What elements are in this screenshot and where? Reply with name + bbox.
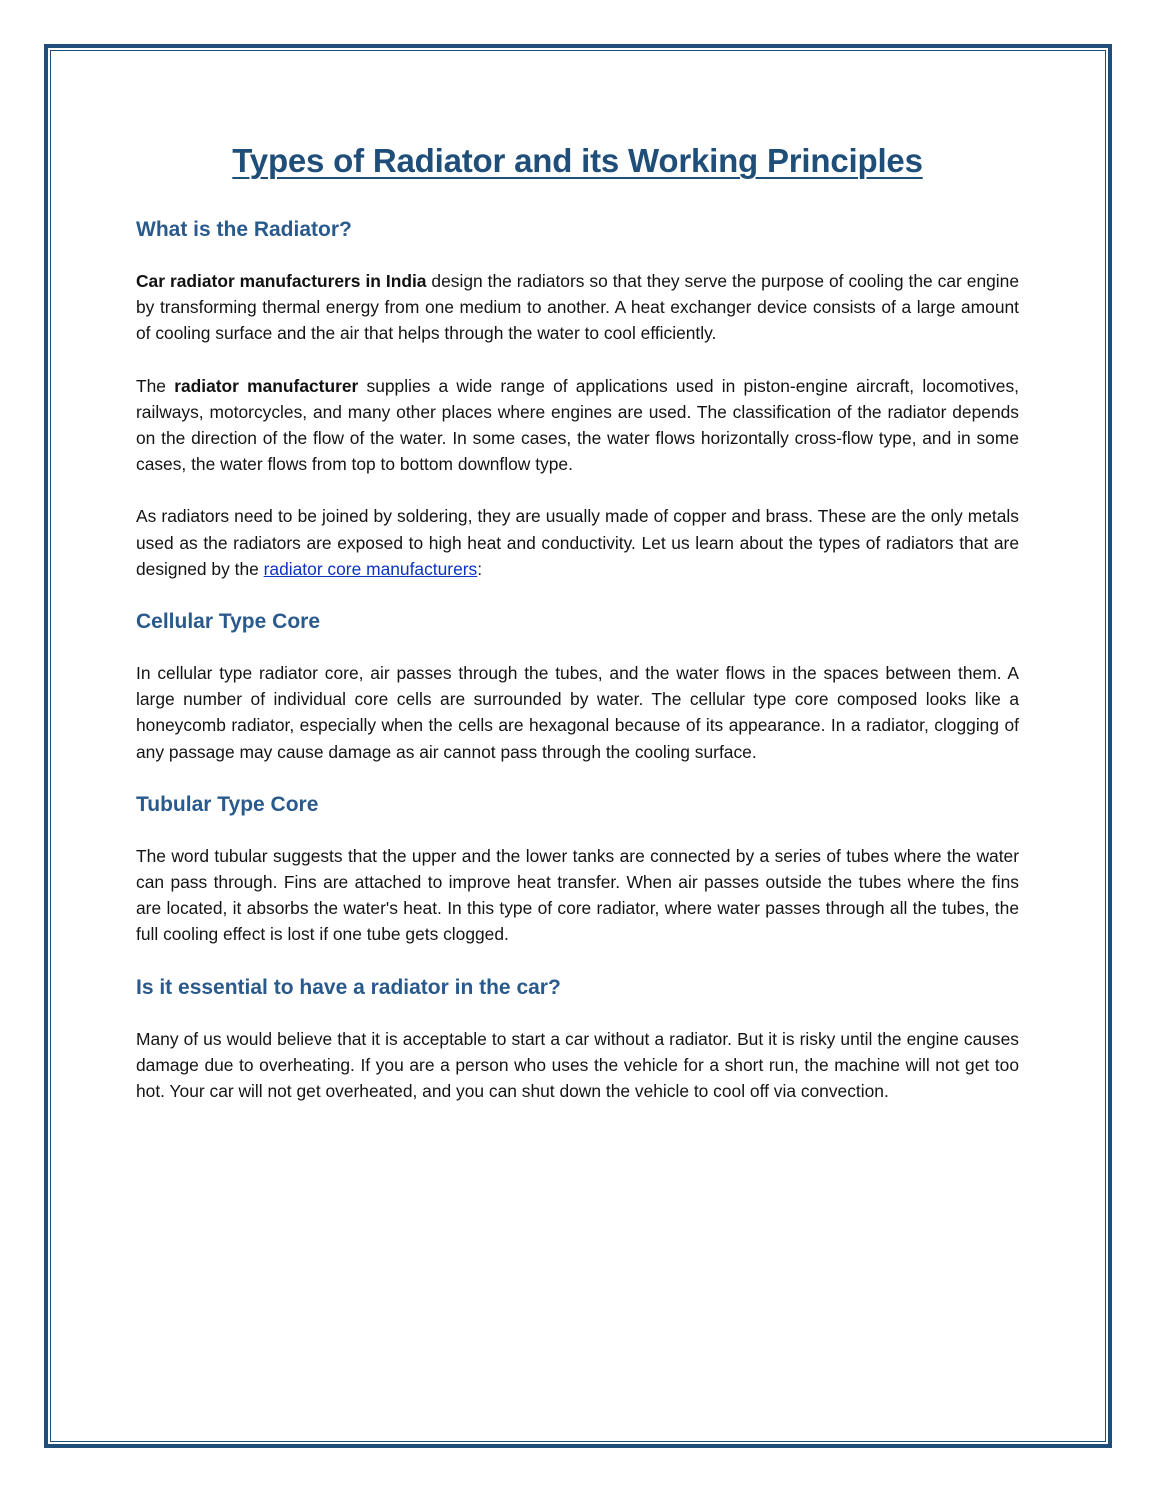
paragraph-cellular: In cellular type radiator core, air passes through the tubes, and the water flows in the spaces between them. A large number of individual core cells are surrounded by water. The cellular type core composed looks like a honeycomb radiator, especially when the cells are hexagonal because of its appearance. In a radiator, clogging of any passage may cause damage as air cannot pass through the cooling surface.	[136, 663, 1019, 762]
paragraph-applications	[136, 373, 1019, 478]
radiator-core-manufacturers-link[interactable]: radiator core manufacturers	[263, 558, 478, 579]
page-title: Types of Radiator and its Working Principles	[232, 142, 923, 179]
paragraph-text: :	[477, 558, 483, 579]
heading-cellular-type-core: Cellular Type Core	[136, 610, 320, 634]
heading-tubular-type-core: Tubular Type Core	[136, 792, 319, 816]
paragraph-text: As radiators need to be joined by soldering, they are usually made of copper and brass. These are the only metals used as the radiators are exposed to high heat and conductivity. Let us learn about the types of radiators that are designed by the	[136, 506, 1019, 579]
document-body	[136, 138, 1019, 1130]
paragraph-essential: Many of us would believe that it is acceptable to start a car without a radiator. But it is risky until the engine causes damage due to overheating. If you are a person who uses the vehicle for a short run, the machine will not get too hot. Your car will not get overheated, and you can shut down the vehicle to cool off via convection.	[136, 1028, 1019, 1102]
paragraph-text: The	[136, 375, 175, 396]
bold-text: Car radiator manufacturers in India	[136, 271, 427, 291]
paragraph-text: design the radiators so that they serve the purpose of cooling the car engine by transforming thermal energy from one medium to another. A heat exchanger device consists of a large amount of cooling surface and the air that helps through the water to cool efficiently.	[136, 271, 1019, 344]
heading-what-is-radiator: What is the Radiator?	[136, 218, 352, 241]
paragraph-materials	[136, 503, 1019, 582]
bold-text: radiator manufacturer	[174, 375, 359, 396]
heading-is-it-essential: Is it essential to have a radiator in the car?	[136, 975, 561, 999]
paragraph-intro	[136, 268, 1019, 347]
paragraph-tubular: The word tubular suggests that the upper and the lower tanks are connected by a series of tubes where the water can pass through. Fins are attached to improve heat transfer. When air passes outside the tubes where the fins are located, it absorbs the water's heat. In this type of core radiator, where water passes through all the tubes, the full cooling effect is lost if one tube gets clogged.	[136, 845, 1019, 945]
paragraph-text: supplies a wide range of applications used in piston-engine aircraft, locomotives, railways, motorcycles, and many other places where engines are used. The classification of the radiator depends on the direction of the flow of the water. In some cases, the water flows horizontally cross-flow type, and in some cases, the water flows from top to bottom downflow type.	[136, 375, 1020, 475]
